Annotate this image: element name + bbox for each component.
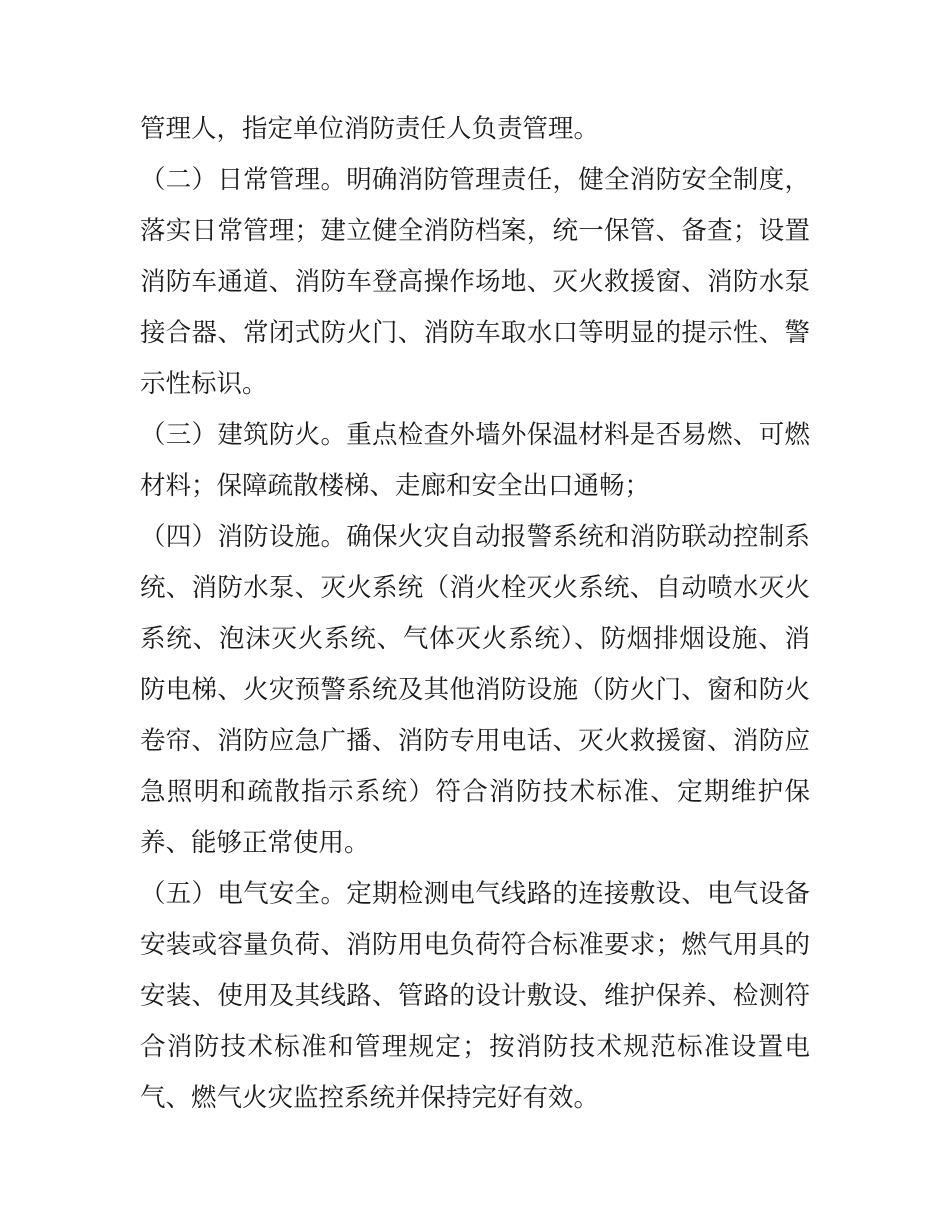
paragraph-fire-facilities: （四）消防设施。确保火灾自动报警系统和消防联动控制系统、消防水泵、灭火系统（消火栓灭火系统、自动喷水灭火系统、泡沫灭火系统、气体灭火系统）、防烟排烟设施、消防电梯、火灾预警系统及其他消防设施（防火门、窗和防火卷帘、消防应急广播、消防专用电话、灭火救援窗、消防应急照明和疏散指示系统）符合消防技术标准、定期维护保养、能够正常使用。 xyxy=(140,522,810,858)
paragraph-building-fire-protection: （三）建筑防火。重点检查外墙外保温材料是否易燃、可燃材料；保障疏散楼梯、走廊和安全出口通畅； xyxy=(140,420,810,501)
paragraph-electrical-safety: （五）电气安全。定期检测电气线路的连接敷设、电气设备安装或容量负荷、消防用电负荷符合标准要求；燃气用具的安装、使用及其线路、管路的设计敷设、维护保养、检测符合消防技术标准和管理规定；按消防技术规范标准设置电气、燃气火灾监控系统并保持完好有效。 xyxy=(140,879,810,1113)
paragraph-continuation: 管理人，指定单位消防责任人负责管理。 xyxy=(140,114,600,144)
paragraph-daily-management: （二）日常管理。明确消防管理责任，健全消防安全制度，落实日常管理；建立健全消防档案，统一保管、备查；设置消防车通道、消防车登高操作场地、灭火救援窗、消防水泵接合器、常闭式防火门、消防车取水口等明显的提示性、警示性标识。 xyxy=(140,165,810,399)
document-page xyxy=(140,104,810,1124)
